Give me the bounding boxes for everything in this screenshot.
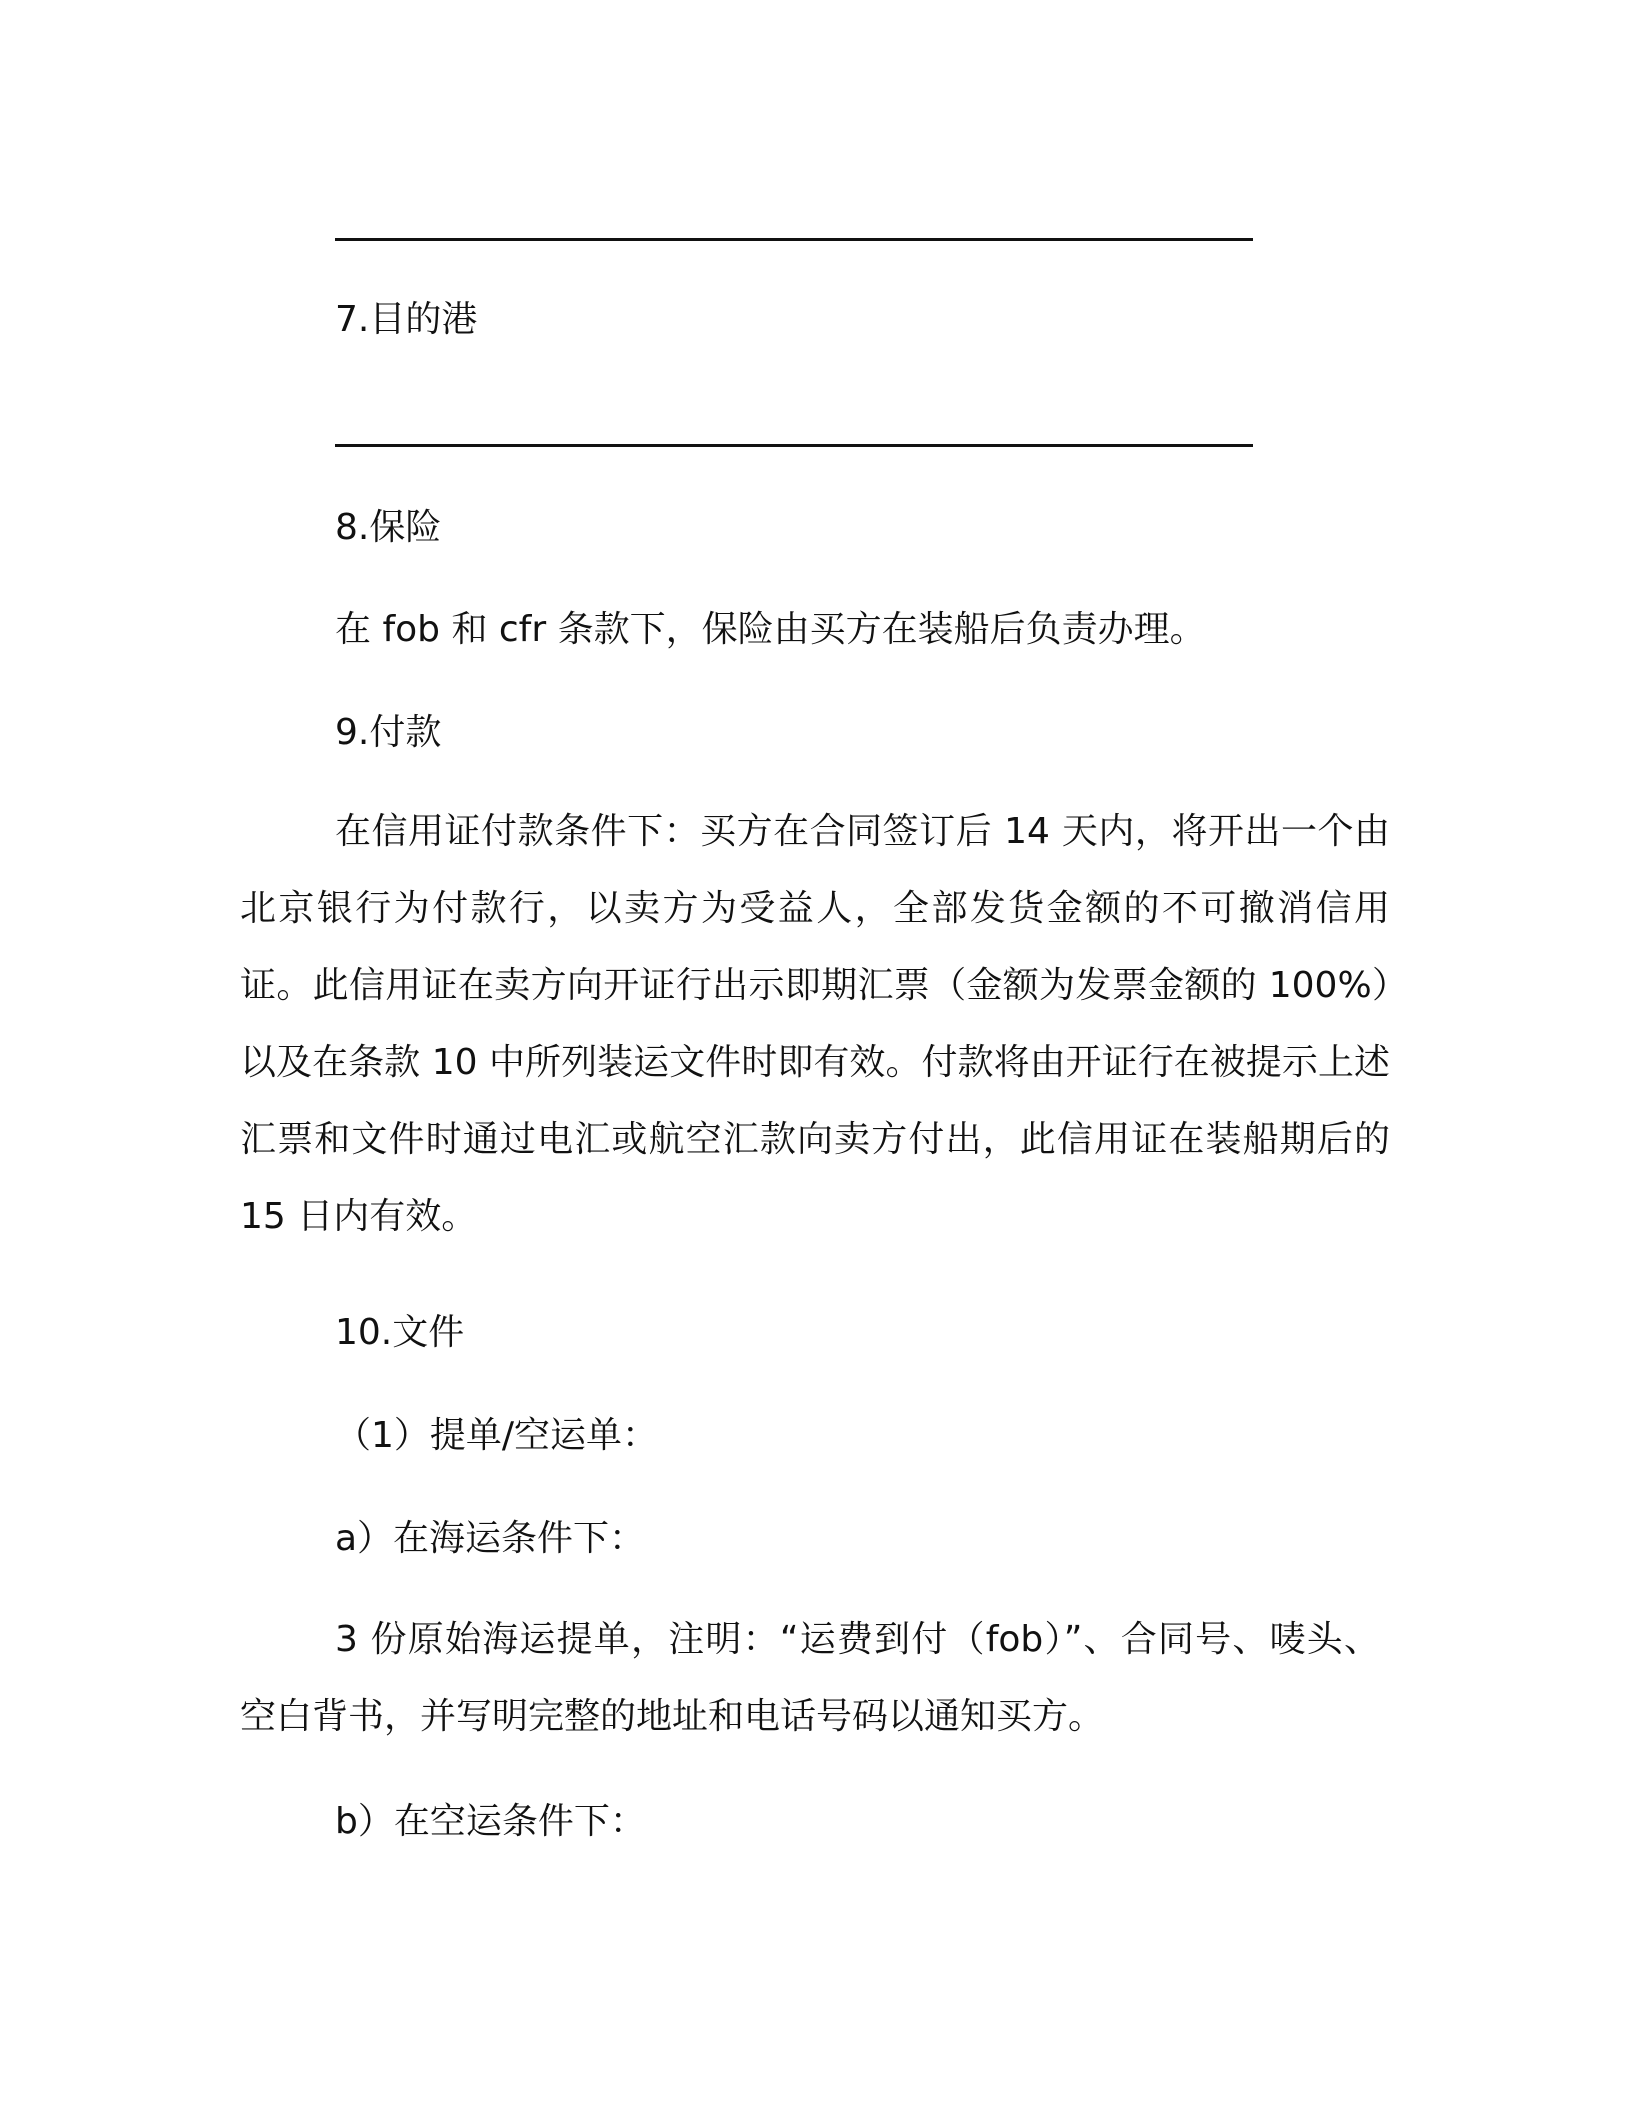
air-transport-condition: b）在空运条件下： [335,1801,646,1842]
sea-transport-condition: a）在海运条件下： [335,1518,646,1559]
section-heading-insurance: 8.保险 [335,507,442,548]
sea-transport-paragraph: 3 份原始海运提单，注明：“运费到付（fob）”、合同号、唛头、空白背书，并写明完整的地址和电话号码以通知买方。 [240,1619,1380,1737]
payment-paragraph: 在信用证付款条件下：买方在合同签订后 14 天内，将开出一个由北京银行为付款行，以卖方为受益人，全部发货金额的不可撤消信用证。此信用证在卖方向开证行出示即期汇票（金额为发票金额的 100%）以及在条款 10 中所列装运文件时即有效。付款将由开证行在被提示上述汇票和文件时通过电汇或航空汇款向卖方付出，此信用证在装船期后的 15 日内有效。 [240,811,1390,1237]
fill-in-blank-line [335,444,1253,447]
section-heading-destination-port: 7.目的港 [335,299,478,340]
documents-item-bill-of-lading: （1）提单/空运单： [335,1415,659,1456]
section-heading-payment: 9.付款 [335,712,442,753]
section-heading-documents: 10.文件 [335,1312,465,1353]
fill-in-blank-line [335,238,1253,241]
insurance-paragraph: 在 fob 和 cfr 条款下，保险由买方在装船后负责办理。 [335,609,1206,650]
